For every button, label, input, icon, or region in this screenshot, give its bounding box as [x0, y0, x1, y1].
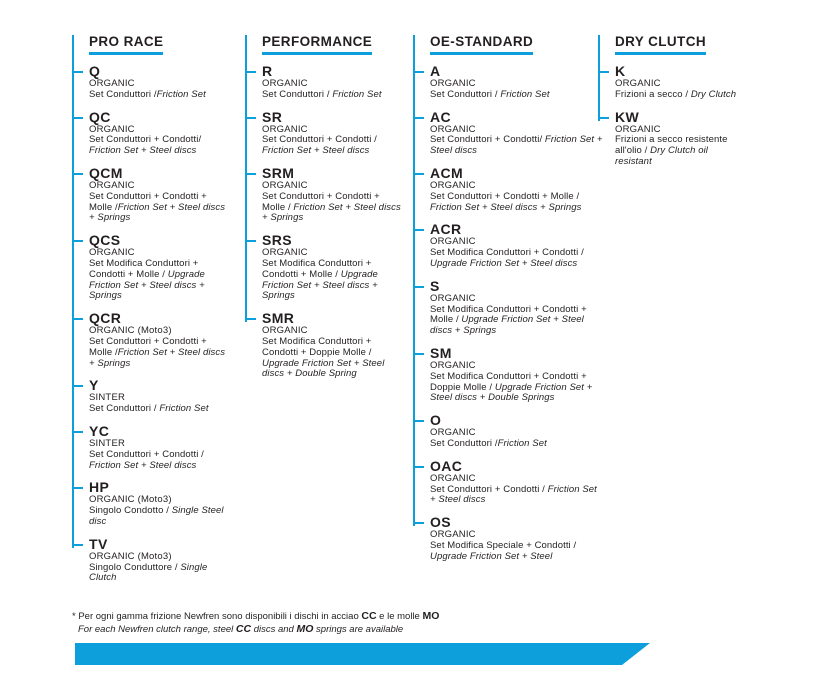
text-segment: Set Modifica Conduttori + Condotti + Molle / [262, 257, 372, 280]
category-column [245, 33, 404, 380]
item-code: SMR [262, 310, 295, 327]
text-segment: Friction Set + Steel discs + Springs [89, 346, 226, 369]
clutch-item [262, 110, 404, 157]
item-type: ORGANIC [430, 359, 476, 371]
text-segment: Set Conduttori / [89, 403, 160, 415]
item-type: ORGANIC [430, 179, 476, 191]
item-desc [89, 337, 231, 369]
item-list [262, 64, 404, 380]
text-segment: Single Clutch [89, 561, 208, 584]
text-segment: Set Conduttori / [262, 88, 333, 100]
item-desc [89, 192, 231, 224]
clutch-item [430, 346, 605, 404]
item-type: ORGANIC [89, 123, 135, 135]
text-segment: Upgrade Friction Set + Steel discs [430, 257, 578, 269]
item-code: SM [430, 344, 452, 361]
footnote-line-english [72, 623, 439, 636]
item-code: K [615, 63, 626, 79]
item-type: ORGANIC (Moto3) [89, 494, 172, 506]
item-desc [89, 450, 231, 472]
item-desc [89, 404, 231, 415]
item-desc [262, 135, 404, 157]
item-type: SINTER [89, 437, 126, 449]
item-type: ORGANIC [262, 78, 308, 89]
item-desc [430, 439, 605, 450]
clutch-item [89, 424, 231, 471]
text-segment: Set Conduttori + Condotti/ [89, 134, 202, 146]
text-segment: Friction Set + Steel discs [430, 134, 603, 157]
category-column [413, 33, 605, 563]
clutch-item [89, 311, 231, 369]
item-type: ORGANIC [430, 427, 476, 439]
item-type: ORGANIC [262, 325, 308, 337]
text-segment: Frizioni a secco / [615, 88, 691, 100]
item-type: ORGANIC (Moto3) [89, 325, 172, 337]
column-line [413, 35, 415, 526]
item-type: ORGANIC [615, 123, 661, 135]
clutch-item [262, 64, 404, 101]
item-desc [89, 135, 231, 157]
item-type: ORGANIC [430, 123, 476, 135]
footnote-line-italian [72, 610, 439, 623]
item-code: SR [262, 108, 283, 125]
text-segment: Set Conduttori + Condotti / [262, 134, 377, 146]
item-code: QCR [89, 310, 122, 327]
item-code: ACR [430, 221, 462, 238]
item-desc [430, 485, 605, 507]
text-segment: Set Modifica Speciale + Condotti / [430, 539, 577, 551]
column-title: OE-STANDARD [430, 34, 533, 55]
clutch-item [430, 279, 605, 337]
item-desc [89, 90, 231, 101]
text-segment: Set Modifica Conduttori + Condotti + Doppie Molle / [262, 335, 372, 358]
text-segment: springs are available [313, 624, 404, 635]
item-code: S [430, 277, 440, 294]
item-code: R [262, 63, 273, 79]
item-type: ORGANIC [262, 179, 308, 191]
text-segment: Set Modifica Conduttori + Condotti + Molle / [89, 257, 199, 280]
item-desc [430, 305, 605, 337]
text-segment: Set Conduttori / [430, 88, 501, 100]
item-desc [89, 506, 231, 528]
text-segment: Friction Set + Steel discs [430, 483, 597, 506]
clutch-item [89, 166, 231, 224]
text-segment: Set Conduttori / [89, 88, 157, 100]
category-column [598, 33, 745, 168]
item-type: ORGANIC [262, 123, 308, 135]
footer-accent-bar [75, 643, 650, 665]
text-segment: Set Conduttori + Condotti / [89, 448, 204, 460]
text-segment: Friction Set + Steel discs + Springs [262, 201, 401, 224]
item-desc [262, 259, 404, 302]
text-segment: * Per ogni gamma frizione Newfren sono disponibili i dischi in acciao [72, 611, 362, 622]
column-line [72, 35, 74, 548]
item-desc [262, 192, 404, 224]
clutch-item [89, 64, 231, 101]
clutch-item [430, 515, 605, 562]
text-segment: Upgrade Friction Set + Steel discs + Springs [89, 268, 205, 302]
text-segment: Friction Set + Steel discs + Springs [430, 201, 582, 213]
column-title: PERFORMANCE [262, 34, 372, 55]
item-desc [262, 337, 404, 380]
column-content [598, 33, 745, 168]
item-list [430, 64, 605, 563]
item-code: YC [89, 422, 110, 439]
text-segment: Friction Set [332, 88, 382, 100]
item-type: ORGANIC (Moto3) [89, 550, 172, 562]
column-title: PRO RACE [89, 34, 163, 55]
text-segment: Singolo Condotto / [89, 505, 172, 517]
item-desc [615, 135, 745, 167]
item-code: A [430, 63, 441, 79]
text-segment: Friction Set + Steel discs [89, 145, 197, 157]
text-segment: CC [235, 623, 252, 635]
footnote [72, 610, 439, 636]
text-segment: Friction Set + Steel discs [89, 459, 197, 471]
item-type: ORGANIC [430, 292, 476, 304]
item-desc [430, 541, 605, 563]
text-segment: Set Modifica Conduttori + Condotti + Molle / [430, 303, 587, 326]
text-segment: Set Conduttori + Condotti / [430, 483, 548, 495]
column-line [245, 35, 247, 322]
item-desc [89, 563, 231, 585]
text-segment: Set Conduttori + Condotti + Molle / [430, 190, 580, 202]
item-desc [615, 90, 745, 101]
text-segment: Friction Set + Steel discs + Springs [89, 201, 226, 224]
item-code: SRS [262, 232, 292, 249]
clutch-item [430, 64, 605, 101]
item-code: TV [89, 535, 108, 552]
text-segment: CC [361, 610, 377, 622]
text-segment: Dry Clutch [690, 88, 737, 100]
clutch-item [430, 459, 605, 506]
item-list [615, 64, 745, 168]
clutch-item [615, 64, 745, 101]
item-code: ACM [430, 164, 464, 181]
item-code: QC [89, 108, 111, 125]
item-desc [430, 372, 605, 404]
item-type: ORGANIC [430, 236, 476, 248]
text-segment: Friction Set [156, 88, 206, 100]
text-segment: Upgrade Friction Set + Steel discs + Springs [430, 314, 584, 337]
item-type: ORGANIC [262, 247, 308, 259]
item-type: ORGANIC [89, 78, 135, 89]
item-code: AC [430, 108, 452, 125]
text-segment: discs and [251, 624, 297, 635]
text-segment: Frizioni a secco resistente all'olio / [615, 134, 728, 157]
text-segment: Set Modifica Conduttori + Condotti / [430, 247, 584, 259]
item-desc [430, 90, 605, 101]
clutch-item [430, 413, 605, 450]
clutch-item [262, 166, 404, 224]
item-code: Q [89, 63, 101, 79]
text-segment: Upgrade Friction Set + Steel discs + Springs [262, 268, 378, 302]
text-segment: Singolo Conduttore / [89, 561, 181, 573]
text-segment: Friction Set [159, 403, 209, 415]
item-type: ORGANIC [430, 529, 476, 541]
text-segment: Upgrade Friction Set + Steel [430, 550, 553, 562]
column-title: DRY CLUTCH [615, 34, 706, 55]
text-segment: Upgrade Friction Set + Steel discs + Double Springs [430, 381, 593, 404]
item-code: OAC [430, 457, 463, 474]
item-code: SRM [262, 164, 295, 181]
text-segment: e le molle [376, 611, 423, 622]
text-segment: Set Conduttori + Condotti + Molle / [89, 190, 207, 213]
item-list [89, 64, 231, 584]
item-code: O [430, 412, 442, 429]
item-type: SINTER [89, 392, 126, 404]
item-desc [430, 248, 605, 270]
text-segment: Set Conduttori + Condotti + Molle / [89, 335, 207, 358]
item-code: KW [615, 108, 640, 125]
text-segment: Set Conduttori + Condotti + Molle / [262, 190, 380, 213]
column-line [598, 35, 600, 121]
item-code: HP [89, 479, 110, 496]
category-column [72, 33, 231, 584]
item-type: ORGANIC [615, 78, 661, 89]
text-segment: MO [296, 623, 314, 635]
text-segment: Dry Clutch oil resistant [615, 145, 709, 167]
text-segment: Single Steel disc [89, 505, 224, 527]
clutch-item [615, 110, 745, 168]
item-desc [430, 192, 605, 214]
text-segment: Set Conduttori / [430, 437, 498, 449]
item-desc [89, 259, 231, 302]
item-type: ORGANIC [430, 78, 476, 89]
text-segment: Friction Set [500, 88, 550, 100]
text-segment: Set Modifica Conduttori + Condotti + Doppie Molle / [430, 370, 587, 393]
clutch-item [430, 110, 605, 157]
text-segment: For each Newfren clutch range, steel [78, 624, 236, 635]
item-type: ORGANIC [89, 179, 135, 191]
clutch-item [89, 378, 231, 415]
column-content [72, 33, 231, 584]
text-segment: Friction Set + Steel discs [262, 145, 370, 157]
clutch-item [430, 166, 605, 213]
text-segment: Friction Set [497, 437, 547, 449]
item-code: OS [430, 514, 452, 531]
text-segment: MO [422, 610, 440, 622]
item-desc [262, 90, 404, 101]
column-content [245, 33, 404, 380]
item-desc [430, 135, 605, 157]
clutch-item [430, 222, 605, 269]
item-type: ORGANIC [430, 472, 476, 484]
clutch-item [89, 110, 231, 157]
clutch-item [262, 311, 404, 380]
item-code: QCS [89, 232, 121, 249]
text-segment: Upgrade Friction Set + Steel discs + Double Spring [262, 357, 385, 380]
item-type: ORGANIC [89, 247, 135, 259]
column-content [413, 33, 605, 563]
item-code: QCM [89, 164, 123, 181]
item-code: Y [89, 377, 99, 394]
clutch-item [89, 480, 231, 527]
text-segment: Set Conduttori + Condotti/ [430, 134, 545, 146]
clutch-item [89, 233, 231, 302]
clutch-item [262, 233, 404, 302]
clutch-item [89, 537, 231, 584]
